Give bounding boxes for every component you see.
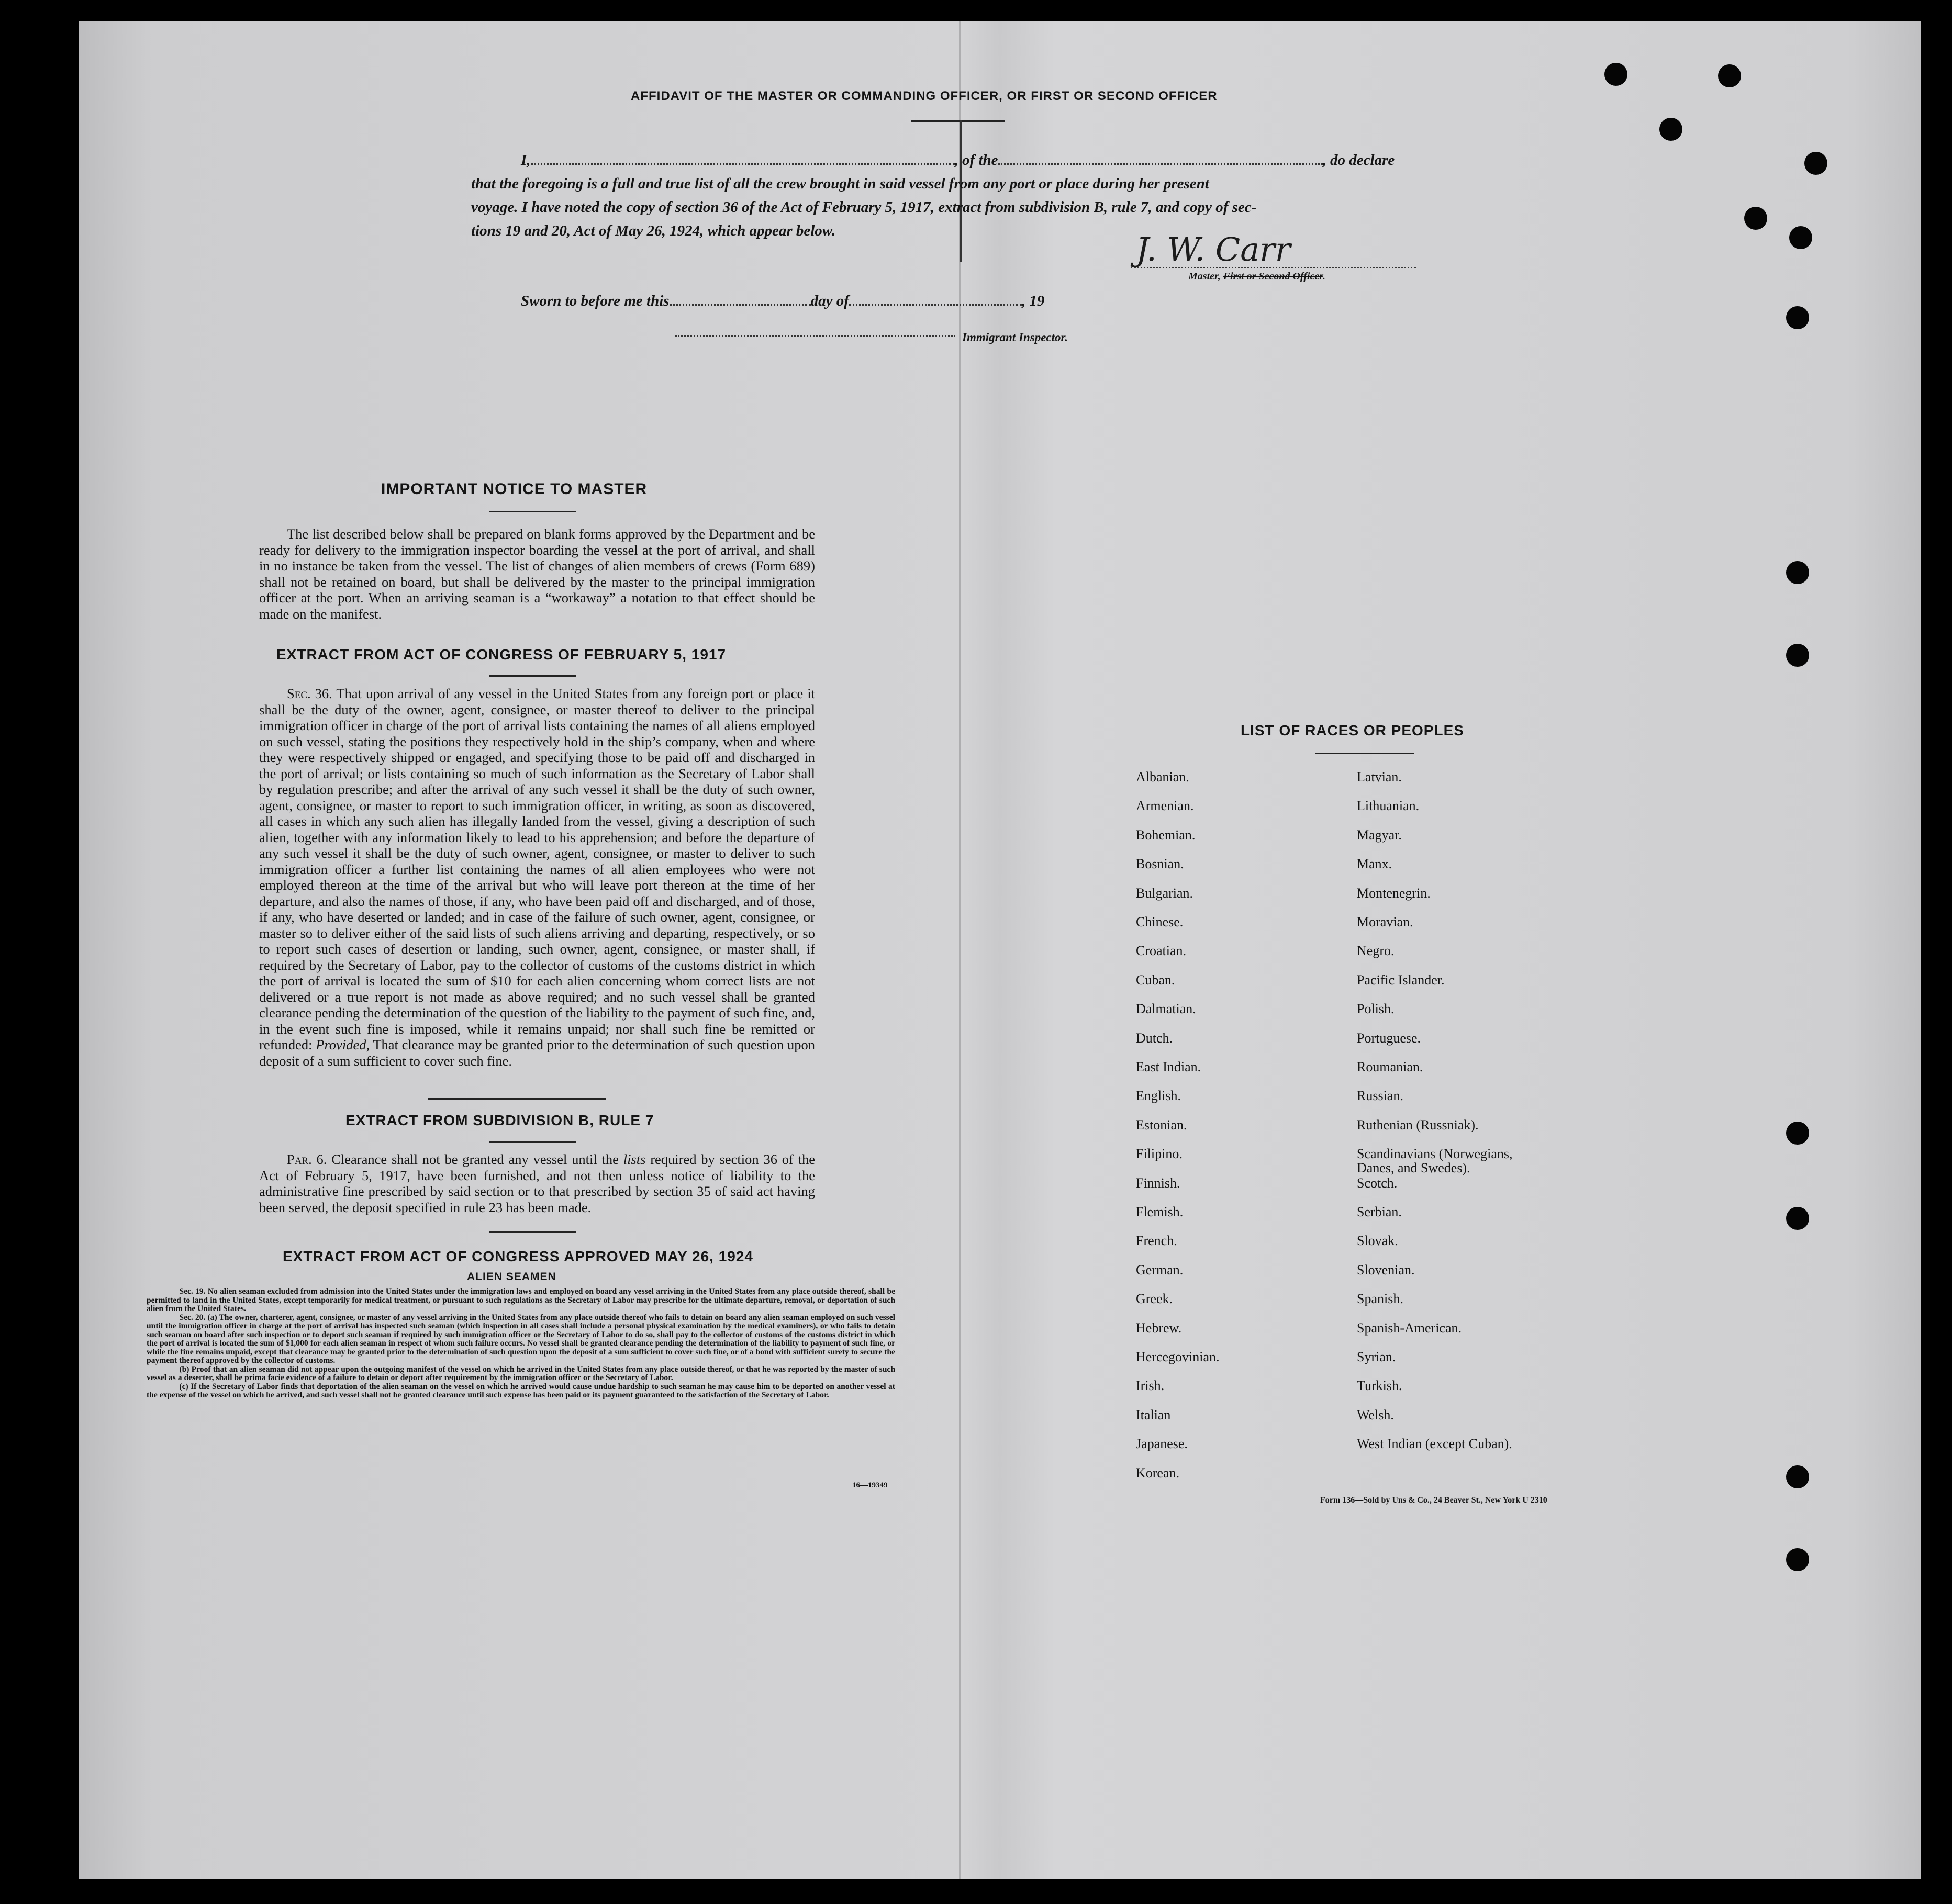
race-item: West Indian (except Cuban).: [1357, 1436, 1512, 1452]
race-item: Pacific Islander.: [1357, 972, 1445, 988]
race-item: Bohemian.: [1136, 827, 1196, 843]
divider: [489, 1231, 576, 1233]
signature-line: [1131, 267, 1416, 268]
affidavit-title: AFFIDAVIT OF THE MASTER OR COMMANDING OFFICER, OR FIRST OR SECOND OFFICER: [631, 89, 1218, 103]
punch-hole: [1789, 226, 1812, 249]
race-item: Latvian.: [1357, 769, 1402, 785]
race-item: Flemish.: [1136, 1204, 1184, 1219]
race-item: Armenian.: [1136, 798, 1194, 814]
subdiv-title: EXTRACT FROM SUBDIVISION B, RULE 7: [345, 1112, 654, 1128]
race-item: Welsh.: [1357, 1407, 1394, 1423]
race-item: Lithuanian.: [1357, 798, 1420, 814]
punch-hole: [1786, 1465, 1809, 1488]
divider: [489, 1141, 576, 1143]
punch-hole: [1604, 63, 1627, 86]
divider: [489, 511, 576, 512]
race-item: French.: [1136, 1233, 1177, 1249]
race-item: Irish.: [1136, 1378, 1165, 1394]
race-item: Turkish.: [1357, 1378, 1402, 1394]
divider: [489, 675, 576, 677]
divider: [1315, 753, 1414, 754]
inspector-label: Immigrant Inspector.: [962, 331, 1068, 344]
race-item: Ruthenian (Russniak).: [1357, 1117, 1479, 1133]
punch-hole: [1718, 64, 1741, 87]
race-item: Scandinavians (Norwegians,: [1357, 1146, 1513, 1162]
affidavit-line-1: I, , of the , do declare: [521, 152, 1395, 169]
punch-hole: [1786, 1548, 1809, 1571]
race-item: Slovak.: [1357, 1233, 1398, 1249]
act1917-text: Sec. 36. That upon arrival of any vessel in the United States from any foreign port or place it shall be the duty of the owner, agent, consignee, or master thereof to deliver to the principal immigration officer in charge of the port of arrival lists containing the names of all aliens employed on such vessel, stating the positions they respectively hold in the ship’s company, when and where they were respectively shipped or engaged, and specifying those to be paid off and discharged in the port of arrival; or lists containing so much of such information as the Secretary of Labor shall by regulation prescribe; and after the arrival of any such vessel it shall be the duty of such owner, agent, consignee, or master to report to such immigration officer, in writing, as soon as discovered, all cases in which any such alien has illegally landed from the vessel, giving a description of such alien, together with any information likely to lead to his apprehension; and before the departure of any such vessel it shall be the duty of such owner, agent, consignee, or master to deliver to such immigration officer a further list containing the names of all alien employees who were not employed thereon at the time of the arrival but who will leave port thereon at the time of her departure, and also the names of those, if any, who have been paid off and discharged, and of those, if any, who have deserted or landed; and in case of the failure of such owner, agent, consignee, or master so to deliver either of the said lists of such aliens arriving and departing, respectively, or so to report such cases of desertion or landing, such owner, agent, consignee, or master shall, if required by the Secretary of Labor, pay to the collector of customs of the customs district in which the port of arrival is located the sum of $10 for each alien concerning whom correct lists are not delivered or a true report is not made as above required; and no such vessel shall be granted clearance pending the determination of the question of the liability to the payment of such fine, and, in the event such fine is imposed, while it remains unpaid; nor shall such fine be remitted or refunded: Provided, That clearance may be granted prior to the determination of such question upon deposit of a sum sufficient to cover such fine.: [259, 686, 815, 1069]
race-item: Slovenian.: [1357, 1262, 1415, 1278]
race-item: Greek.: [1136, 1291, 1173, 1307]
punch-hole: [1786, 1122, 1809, 1145]
affidavit-line-3: voyage. I have noted the copy of section 36 of the Act of February 5, 1917, extract from subdivision B, rule 7, and copy of sec-: [471, 199, 1257, 216]
race-item: Japanese.: [1136, 1436, 1188, 1452]
race-item: Bosnian.: [1136, 856, 1184, 872]
race-item: East Indian.: [1136, 1059, 1201, 1074]
sworn-line: Sworn to before me this day of , 19: [521, 293, 1045, 309]
race-item: Croatian.: [1136, 943, 1187, 959]
race-item: Manx.: [1357, 856, 1392, 872]
race-item: Serbian.: [1357, 1204, 1402, 1219]
race-item: Italian: [1136, 1407, 1171, 1423]
punch-hole: [1786, 306, 1809, 329]
signature: J. W. Carr: [1136, 230, 1291, 268]
act1917-title: EXTRACT FROM ACT OF CONGRESS OF FEBRUARY 5, 1917: [276, 646, 727, 663]
divider: [911, 120, 1005, 122]
punch-hole: [1786, 561, 1809, 584]
punch-hole: [1786, 1207, 1809, 1230]
notice-title: IMPORTANT NOTICE TO MASTER: [381, 480, 648, 498]
act1924-text: Sec. 19. No alien seaman excluded from admission into the United States under the immigration laws and employed on board any vessel arriving in the United States from any place outside thereof, shall be permitted to land in the United States, except temporarily for medical treatment, or pursuant to such regulations as the Secretary of Labor may prescribe for the ultimate departure, removal, or deportation of such alien from the United States. Sec. 20. (a) The owner, charterer, agent, consignee, or master of any vessel arriving in the United States from any place outside thereof who fails to detain on board any alien seaman employed on such vessel until the immigration officer in charge at the port of arrival has inspected such seaman (which inspection in all cases shall include a personal physical examination by the medical examiners), or who fails to detain such seaman on board after such inspection or to deport such seaman if required by such immigration officer or the Secretary of Labor to do so, shall pay to the collector of customs of the customs district in which the port of arrival is located the sum of $1,000 for each alien seaman in respect of whom such failure occurs. No vessel shall be granted clearance pending the determination of the liability to payment of such fine, or while the fine remains unpaid, except that clearance may be granted prior to the determination of such question upon the deposit of a sum sufficient to cover such fine, or of a bond with sufficient surety to secure the payment thereof approved by the collector of customs. (b) Proof that an alien seaman did not appear upon the outgoing manifest of the vessel on which he arrived in the United States from any place outside thereof, or that he was reported by the master of such vessel as a deserter, shall be prima facie evidence of a failure to detain or deport after requirement by the immigration officer or the Secretary of Labor. (c) If the Secretary of Labor finds that deportation of the alien seaman on the vessel on which he arrived would cause undue hardship to such seaman he may cause him to be deported on another vessel at the expense of the vessel on which he arrived, and such vessel shall not be granted clearance until such expense has been paid or its payment guaranteed to the satisfaction of the Secretary of Labor.: [147, 1287, 895, 1399]
act1924-subtitle: ALIEN SEAMEN: [467, 1271, 556, 1283]
race-item: Portuguese.: [1357, 1030, 1421, 1046]
race-item: Hercegovinian.: [1136, 1349, 1220, 1364]
race-item: Dutch.: [1136, 1030, 1173, 1046]
race-item: Bulgarian.: [1136, 885, 1193, 901]
race-item: Negro.: [1357, 943, 1395, 959]
race-item: Dalmatian.: [1136, 1001, 1196, 1017]
race-item: German.: [1136, 1262, 1184, 1278]
footer-imprint: Form 136—Sold by Uns & Co., 24 Beaver St., New York U 2310: [1320, 1496, 1547, 1505]
punch-hole: [1659, 118, 1682, 141]
inspector-line: [675, 335, 955, 337]
race-item: Roumanian.: [1357, 1059, 1423, 1074]
race-item: Cuban.: [1136, 972, 1175, 988]
race-item: Albanian.: [1136, 769, 1189, 785]
race-item: Montenegrin.: [1357, 885, 1431, 901]
subdiv-text: Par. 6. Clearance shall not be granted any vessel until the lists required by section 36 of the Act of February 5, 1917, have been furnished, and not then unless notice of liability to the administrative fine prescribed by said section or to that prescribed by section 35 of said act having been served, the deposit specified in rule 23 has been made.: [259, 1151, 815, 1215]
race-item: Syrian.: [1357, 1349, 1396, 1364]
affidavit-line-4: tions 19 and 20, Act of May 26, 1924, which appear below.: [471, 222, 836, 239]
notice-text: The list described below shall be prepared on blank forms approved by the Department and be ready for delivery to the immigration inspector boarding the vessel at the port of arrival, and shall in no instance be taken from the vessel. The list of changes of alien members of crews (Form 689) shall not be retained on board, but shall be delivered by the master to the principal immigration officer at the port. When an arriving seaman is a “workaway” a notation to that effect should be made on the manifest.: [259, 526, 815, 622]
race-item: Russian.: [1357, 1088, 1403, 1104]
act1924-title: EXTRACT FROM ACT OF CONGRESS APPROVED MAY 26, 1924: [283, 1248, 753, 1264]
race-item: Scotch.: [1357, 1175, 1398, 1191]
divider: [428, 1098, 606, 1100]
race-item: Finnish.: [1136, 1175, 1180, 1191]
form-code: 16—19349: [852, 1481, 888, 1489]
race-item: Magyar.: [1357, 827, 1402, 843]
punch-hole: [1786, 644, 1809, 667]
race-item: Estonian.: [1136, 1117, 1187, 1133]
race-item: Filipino.: [1136, 1146, 1183, 1162]
race-item: Danes, and Swedes).: [1357, 1160, 1470, 1176]
race-item: Moravian.: [1357, 914, 1413, 929]
race-item: Spanish-American.: [1357, 1320, 1462, 1336]
race-item: Spanish.: [1357, 1291, 1403, 1307]
race-item: English.: [1136, 1088, 1181, 1104]
punch-hole: [1804, 152, 1827, 175]
affidavit-line-2: that the foregoing is a full and true list of all the crew brought in said vessel from any port or place during her present: [471, 175, 1209, 192]
master-label: Master, First or Second Officer.: [1188, 271, 1325, 282]
race-item: Korean.: [1136, 1465, 1180, 1481]
races-title: LIST OF RACES OR PEOPLES: [1241, 722, 1464, 738]
race-item: Chinese.: [1136, 914, 1184, 929]
race-item: Hebrew.: [1136, 1320, 1182, 1336]
punch-hole: [1744, 207, 1767, 230]
race-item: Polish.: [1357, 1001, 1395, 1017]
